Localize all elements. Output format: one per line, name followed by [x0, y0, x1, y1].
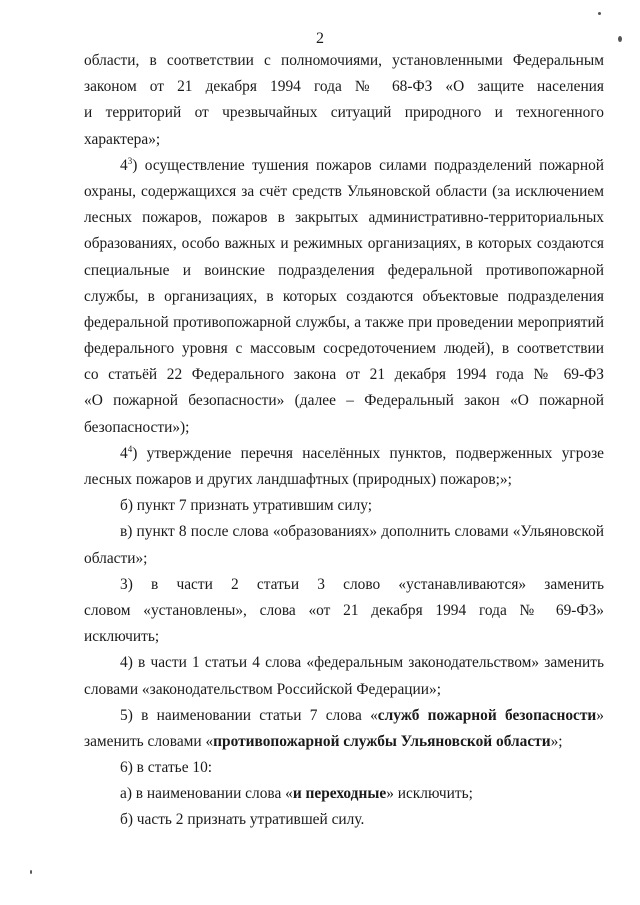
text-line: словами «законодательством Российской Федерации»;: [84, 680, 441, 698]
text-line: б) часть 2 признать утратившей силу.: [120, 811, 365, 829]
text-line: охраны, содержащихся за счёт средств Ульяновской области (за исключением: [84, 182, 604, 200]
line-text: 5) в наименовании статьи 7 слова «: [120, 706, 378, 724]
text-line: в) пункт 8 после слова «образованиях» дополнить словами «Ульяновской: [120, 523, 604, 541]
text-line: 3) в части 2 статьи 3 слово «устанавливаются» заменить: [120, 575, 604, 593]
text-line: [84, 729, 604, 755]
text-line: 4) в части 1 статьи 4 слова «федеральным законодательством» заменить: [120, 654, 604, 672]
text-line: федеральной противопожарной службы, а также при проведении мероприятий: [84, 313, 604, 331]
line-text: 4: [120, 444, 128, 462]
text-line: области»;: [84, 549, 148, 567]
text-line: «О пожарной безопасности» (далее – Федеральный закон «О пожарной: [84, 392, 604, 410]
superscript: 3: [127, 155, 133, 166]
text-line: области, в соответствии с полномочиями, установленными Федеральным: [84, 52, 604, 69]
text-line: исключить;: [84, 628, 160, 646]
text-line: службы, в организациях, в которых создаются объектовые подразделения: [84, 287, 604, 305]
line-text: 4: [120, 156, 128, 174]
text-line: федерального уровня с массовым сосредоточением людей), в соответствии: [84, 340, 604, 358]
text-line: [84, 441, 604, 467]
text-line: 6) в статье 10:: [120, 759, 213, 777]
scan-speck: [598, 12, 601, 15]
bold-text: противопожарной службы Ульяновской области: [213, 732, 551, 750]
line-text: » исключить;: [386, 785, 473, 803]
page-number: 2: [316, 30, 324, 47]
line-text: заменить словами «: [84, 732, 214, 750]
text-line: лесных пожаров, пожаров в закрытых административно-территориальных: [84, 209, 604, 227]
text-line: законом от 21 декабря 1994 года № 68-ФЗ «О защите населения: [84, 78, 604, 96]
line-text: ) осуществление тушения пожаров силами подразделений пожарной: [132, 156, 604, 174]
line-text: »;: [550, 732, 563, 750]
line-text: »: [596, 706, 604, 724]
line-text: а) в наименовании слова «: [120, 785, 293, 803]
text-line: словом «установлены», слова «от 21 декабря 1994 года № 69-ФЗ»: [84, 601, 604, 619]
superscript: 4: [127, 443, 133, 454]
text-line: характера»;: [84, 130, 161, 148]
scan-speck: [618, 36, 622, 42]
text-line: образованиях, особо важных и режимных организациях, в которых создаются: [84, 235, 604, 253]
text-line: безопасности»);: [84, 418, 190, 436]
text-line: [84, 781, 604, 807]
bold-text: служб пожарной безопасности: [377, 706, 597, 724]
text-line: [84, 703, 604, 729]
document-body: [84, 48, 604, 834]
text-line: специальные и воинские подразделения федеральной противопожарной: [84, 261, 604, 279]
bold-text: и переходные: [292, 785, 387, 803]
scan-speck: [30, 870, 32, 874]
text-line: со статьёй 22 Федерального закона от 21 декабря 1994 года № 69-ФЗ: [84, 366, 604, 384]
text-line: лесных пожаров и других ландшафтных (природных) пожаров;»;: [84, 471, 512, 488]
text-line: [84, 153, 604, 179]
text-line: и территорий от чрезвычайных ситуаций природного и техногенного: [84, 104, 604, 122]
text-line: б) пункт 7 признать утратившим силу;: [120, 497, 373, 515]
line-text: ) утверждение перечня населённых пунктов, подверженных угрозе: [132, 444, 604, 462]
